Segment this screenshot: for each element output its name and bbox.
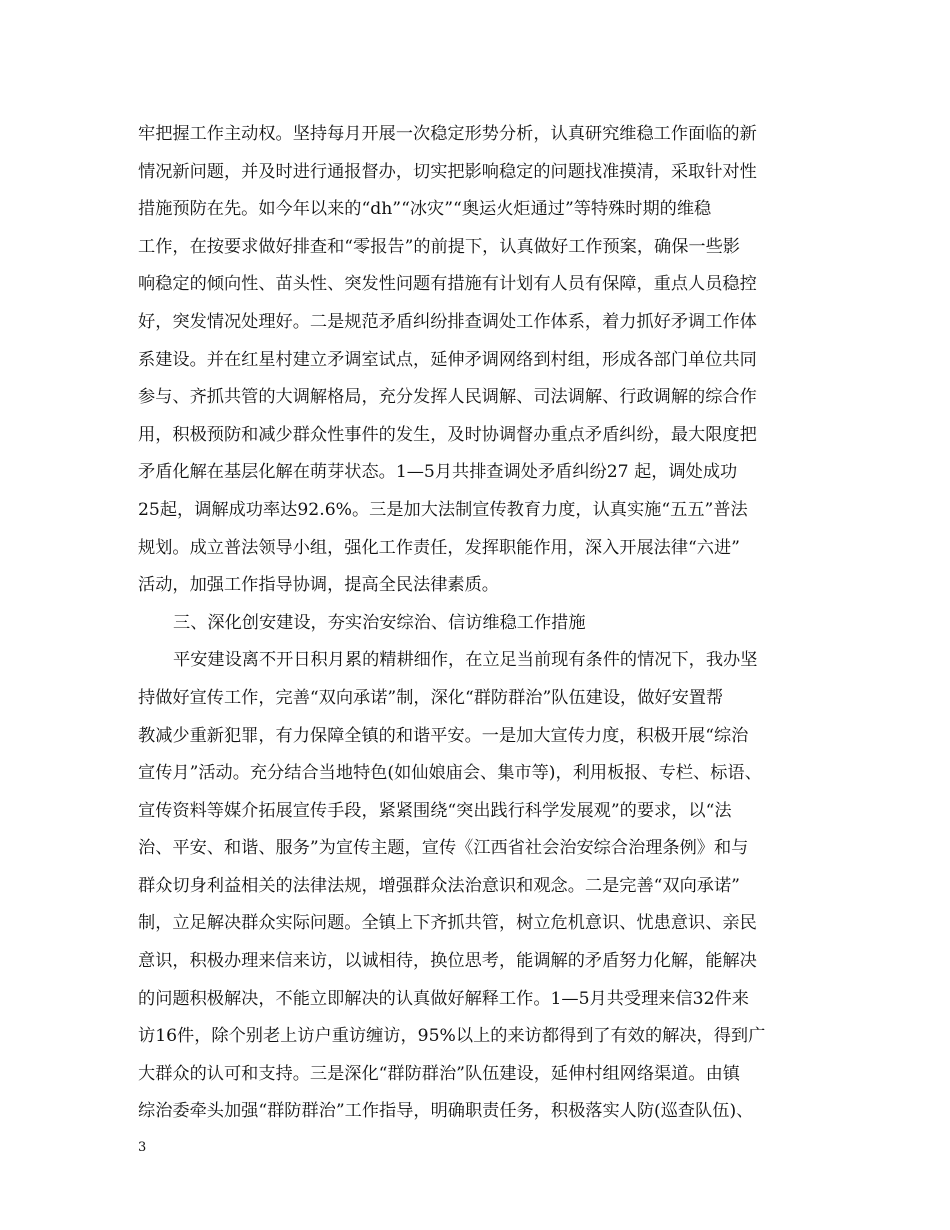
text-line: 参与、齐抓共管的大调解格局，充分发挥人民调解、司法调解、行政调解的综合作 <box>138 387 757 408</box>
text-line: 系建设。并在红星村建立矛调室试点，延伸矛调网络到村组，形成各部门单位共同 <box>138 349 757 370</box>
text-line: 措施预防在先。如今年以来的“dh”“冰灾”“奥运火炬通过”等特殊时期的维稳 <box>138 199 712 220</box>
page-number: 3 <box>138 1140 147 1155</box>
text-line: 25起，调解成功率达92.6%。三是加大法制宣传教育力度，认真实施“五五”普法 <box>138 499 748 520</box>
text-line: 持做好宣传工作，完善“双向承诺”制，深化“群防群治”队伍建设，做好安置帮 <box>138 687 724 708</box>
text-line: 教减少重新犯罪，有力保障全镇的和谐平安。一是加大宣传力度，积极开展“综治 <box>138 725 749 746</box>
text-line: 活动，加强工作指导协调，提高全民法律素质。 <box>138 575 499 596</box>
text-line: 工作，在按要求做好排查和“零报告”的前提下，认真做好工作预案，确保一些影 <box>138 236 740 257</box>
paragraph-start-line: 三、深化创安建设，夯实治安综治、信访维稳工作措施 <box>173 612 586 633</box>
text-line: 宣传资料等媒介拓展宣传手段，紧紧围绕“突出践行科学发展观”的要求，以“法 <box>138 800 732 821</box>
text-line: 访16件，除个别老上访户重访缠访，95%以上的来访都得到了有效的解决，得到广 <box>138 1026 766 1047</box>
text-line: 规划。成立普法领导小组，强化工作责任，发挥职能作用，深入开展法律“六进” <box>138 537 740 558</box>
text-line: 意识，积极办理来信来访，以诚相待，换位思考，能调解的矛盾努力化解，能解决 <box>138 951 757 972</box>
text-line: 综治委牵头加强“群防群治”工作指导，明确职责任务，积极落实人防(巡查队伍)、 <box>138 1101 754 1122</box>
paragraph-start-line: 平安建设离不开日积月累的精耕细作，在立足当前现有条件的情况下，我办坚 <box>173 650 758 671</box>
text-line: 的问题积极解决，不能立即解决的认真做好解释工作。1—5月共受理来信32件来 <box>138 988 749 1009</box>
text-line: 群众切身利益相关的法律法规，增强群众法治意识和观念。二是完善“双向承诺” <box>138 875 740 896</box>
text-line: 牢把握工作主动权。坚持每月开展一次稳定形势分析，认真研究维稳工作面临的新 <box>138 124 757 144</box>
text-line: 情况新问题，并及时进行通报督办，切实把影响稳定的问题找准摸清，采取针对性 <box>138 161 757 182</box>
text-line: 大群众的认可和支持。三是深化“群防群治”队伍建设，延伸村组网络渠道。由镇 <box>138 1063 740 1084</box>
body-text <box>138 116 828 1131</box>
text-line: 治、平安、和谐、服务”为宣传主题，宣传《江西省社会治安综合治理条例》和与 <box>138 838 749 859</box>
text-line: 响稳定的倾向性、苗头性、突发性问题有措施有计划有人员有保障，重点人员稳控 <box>138 274 757 295</box>
text-line: 矛盾化解在基层化解在萌芽状态。1—5月共排查调处矛盾纠纷27 起，调处成功 <box>138 462 738 483</box>
text-line: 宣传月”活动。充分结合当地特色(如仙娘庙会、集市等)，利用板报、专栏、标语、 <box>138 763 762 784</box>
text-line: 好，突发情况处理好。二是规范矛盾纠纷排查调处工作体系，着力抓好矛调工作体 <box>138 311 757 332</box>
text-line: 用，积极预防和减少群众性事件的发生，及时协调督办重点矛盾纠纷，最大限度把 <box>138 424 757 445</box>
text-line: 制，立足解决群众实际问题。全镇上下齐抓共管，树立危机意识、忧患意识、亲民 <box>138 913 757 934</box>
